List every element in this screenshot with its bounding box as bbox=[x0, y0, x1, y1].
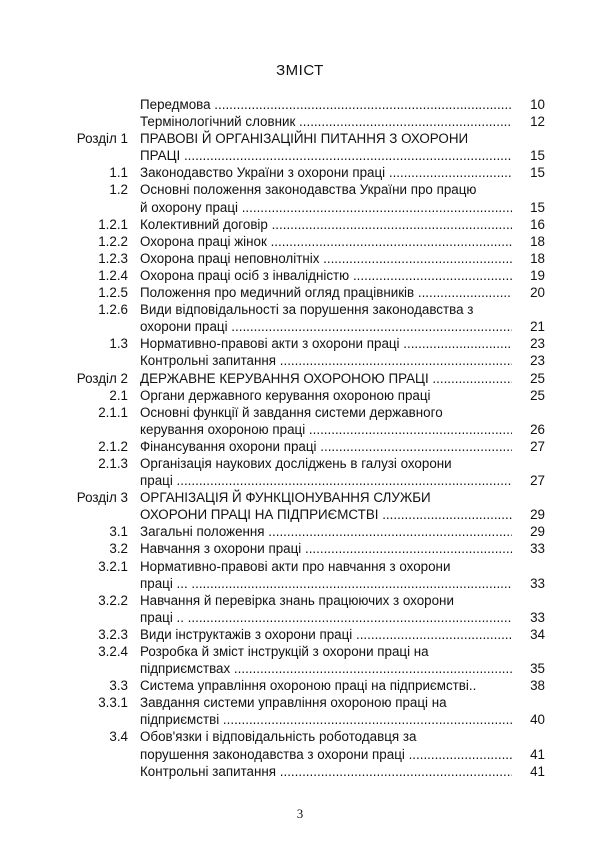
toc-entry-title: Охорона праці жінок ..... bbox=[140, 233, 512, 250]
toc-entry bbox=[0, 558, 600, 575]
toc-entry-number: 3.2.1 bbox=[98, 558, 128, 574]
toc-entry bbox=[0, 746, 600, 763]
toc-entry-title: Законодавство України з охорони праці ..... bbox=[140, 164, 512, 181]
toc-entry bbox=[0, 164, 600, 181]
toc-entry-page: 23 bbox=[530, 353, 545, 369]
toc-entry-title: Передмова ..... bbox=[140, 96, 512, 113]
toc-entry-title: ПРАЦІ ..... bbox=[140, 147, 512, 164]
toc-entry-number: 1.3 bbox=[109, 336, 128, 352]
toc-entry-title: Контрольні запитання ..... bbox=[140, 763, 512, 780]
toc-entry bbox=[0, 438, 600, 455]
toc-entry-title: підприємстві ..... bbox=[140, 711, 512, 728]
toc-entry-title: Види інструктажів з охорони праці ..... bbox=[140, 626, 512, 643]
toc-entry-number: 1.2 bbox=[109, 182, 128, 198]
toc-entry-page: 10 bbox=[530, 97, 545, 112]
toc-entry bbox=[0, 216, 600, 233]
toc-entry-title: Охорона праці осіб з інвалідністю ..... bbox=[140, 267, 512, 284]
toc-entry-number: 2.1.1 bbox=[98, 404, 128, 420]
toc-entry-number: Розділ 3 bbox=[76, 490, 128, 506]
toc-entry-title: Фінансування охорони праці ..... bbox=[140, 438, 512, 455]
toc-entry-page: 25 bbox=[530, 370, 545, 386]
toc-entry-number: 1.2.2 bbox=[98, 233, 128, 249]
toc-entry bbox=[0, 489, 600, 506]
toc-entry-number: Розділ 1 bbox=[76, 131, 128, 147]
toc-entry-title: ДЕРЖАВНЕ КЕРУВАННЯ ОХОРОНОЮ ПРАЦІ ..... bbox=[140, 370, 512, 387]
toc-entry-title: ОХОРОНИ ПРАЦІ НА ПІДПРИЄМСТВІ ..... bbox=[140, 506, 512, 523]
toc-entry bbox=[0, 677, 600, 694]
toc-entry bbox=[0, 335, 600, 352]
toc-entry bbox=[0, 370, 600, 387]
toc-entry-number: 3.2 bbox=[109, 541, 128, 557]
toc-entry bbox=[0, 404, 600, 421]
toc-entry-title: праці ... ..... bbox=[140, 575, 512, 592]
toc-entry-number: 2.1.2 bbox=[98, 438, 128, 454]
toc-entry-title: керування охороною праці ..... bbox=[140, 421, 512, 438]
toc-entry-number: 1.1 bbox=[109, 165, 128, 181]
toc-entry-page: 41 bbox=[530, 763, 545, 779]
toc-entry-title: Основні положення законодавства України про працю bbox=[140, 182, 477, 198]
toc-entry bbox=[0, 711, 600, 728]
toc-entry-page: 12 bbox=[530, 114, 545, 130]
toc-entry-page: 19 bbox=[530, 267, 545, 283]
toc-entry-title: праці ..... bbox=[140, 472, 512, 489]
toc-entry-page: 20 bbox=[530, 285, 545, 301]
toc-entry-page: 33 bbox=[530, 575, 545, 591]
toc-entry bbox=[0, 523, 600, 540]
toc-entry-title: Система управління охороною праці на підприємстві.. bbox=[140, 678, 477, 694]
toc-entry-number: 2.1.3 bbox=[98, 455, 128, 471]
toc-entry bbox=[0, 592, 600, 609]
toc-entry-title: Нормативно-правові акти з охорони праці ..... bbox=[140, 335, 512, 352]
toc-entry-title: Розробка й зміст інструкцій з охорони праці на bbox=[140, 644, 429, 659]
table-of-contents bbox=[0, 96, 600, 780]
toc-entry-title: Основні функції й завдання системи державного bbox=[140, 404, 443, 420]
footer-page-number: 3 bbox=[296, 806, 304, 821]
toc-entry bbox=[0, 250, 600, 267]
toc-entry-title: Завдання системи управління охороною праці на bbox=[140, 695, 447, 711]
page-title: ЗМІСТ bbox=[276, 62, 324, 79]
toc-entry-page: 34 bbox=[530, 626, 545, 642]
toc-entry bbox=[0, 181, 600, 198]
toc-entry-page: 23 bbox=[530, 336, 545, 352]
toc-entry-title: й охорону праці ..... bbox=[140, 199, 512, 216]
toc-entry bbox=[0, 352, 600, 369]
toc-entry bbox=[0, 199, 600, 216]
toc-entry bbox=[0, 609, 600, 626]
toc-entry bbox=[0, 643, 600, 660]
toc-entry bbox=[0, 694, 600, 711]
toc-entry bbox=[0, 233, 600, 250]
toc-entry-title: Нормативно-правові акти про навчання з охорони bbox=[140, 558, 451, 574]
toc-entry bbox=[0, 113, 600, 130]
toc-entry-number: 1.2.4 bbox=[98, 267, 128, 283]
toc-entry-number: 3.2.3 bbox=[98, 626, 128, 642]
toc-entry-number: 3.1 bbox=[109, 524, 128, 540]
toc-entry-page: 33 bbox=[530, 609, 545, 625]
toc-entry-number: 3.2.2 bbox=[98, 592, 128, 608]
toc-entry-page: 16 bbox=[530, 216, 545, 232]
toc-entry-page: 41 bbox=[530, 746, 545, 762]
toc-entry-number: 2.1 bbox=[109, 387, 128, 403]
toc-entry bbox=[0, 267, 600, 284]
toc-entry-title: ОРГАНІЗАЦІЯ Й ФУНКЦІОНУВАННЯ СЛУЖБИ bbox=[140, 490, 431, 506]
toc-entry-number: 3.3.1 bbox=[98, 695, 128, 711]
toc-entry-page: 18 bbox=[530, 233, 545, 249]
toc-entry-page: 26 bbox=[530, 421, 545, 437]
toc-entry-title: охорони праці ..... bbox=[140, 318, 512, 335]
toc-entry bbox=[0, 147, 600, 164]
toc-entry-number: 1.2.3 bbox=[98, 250, 128, 266]
toc-entry bbox=[0, 728, 600, 745]
toc-entry bbox=[0, 506, 600, 523]
toc-entry-title: Колективний договір ..... bbox=[140, 216, 512, 233]
toc-entry-title: Навчання й перевірка знань працюючих з охорони bbox=[140, 592, 454, 608]
toc-entry bbox=[0, 421, 600, 438]
toc-entry-page: 27 bbox=[530, 473, 545, 489]
toc-entry bbox=[0, 284, 600, 301]
toc-entry bbox=[0, 575, 600, 592]
toc-entry-page: 27 bbox=[530, 438, 545, 454]
toc-entry-page: 29 bbox=[530, 524, 545, 540]
toc-entry-number: 1.2.5 bbox=[98, 285, 128, 301]
toc-entry-title: Навчання з охорони праці ..... bbox=[140, 540, 512, 557]
toc-entry-title: Органи державного керування охороною праці bbox=[140, 387, 431, 403]
toc-entry-page: 33 bbox=[530, 541, 545, 557]
toc-entry bbox=[0, 301, 600, 318]
toc-entry-title: праці .. ..... bbox=[140, 609, 512, 626]
toc-entry-title: Контрольні запитання ..... bbox=[140, 352, 512, 369]
toc-entry-title: Положення про медичний огляд працівників ..... bbox=[140, 284, 512, 301]
toc-entry bbox=[0, 626, 600, 643]
toc-entry bbox=[0, 130, 600, 147]
toc-entry bbox=[0, 660, 600, 677]
toc-entry-title: Охорона праці неповнолітніх ..... bbox=[140, 250, 512, 267]
toc-entry-number: 1.2.1 bbox=[98, 216, 128, 232]
toc-entry-title: Обов'язки і відповідальність роботодавця за bbox=[140, 729, 417, 745]
toc-entry-page: 29 bbox=[530, 507, 545, 523]
toc-entry-page: 35 bbox=[530, 661, 545, 677]
toc-entry-title: підприємствах ..... bbox=[140, 660, 512, 677]
toc-entry-page: 38 bbox=[530, 678, 545, 694]
toc-entry-number: Розділ 2 bbox=[76, 370, 128, 386]
toc-entry-title: Загальні положення ..... bbox=[140, 523, 512, 540]
toc-entry bbox=[0, 318, 600, 335]
toc-entry bbox=[0, 387, 600, 404]
toc-entry-page: 15 bbox=[530, 165, 545, 181]
toc-entry-page: 40 bbox=[530, 712, 545, 728]
toc-entry bbox=[0, 455, 600, 472]
toc-entry-page: 18 bbox=[530, 250, 545, 266]
toc-entry-number: 1.2.6 bbox=[98, 302, 128, 318]
toc-entry-page: 25 bbox=[530, 387, 545, 403]
toc-entry-title: Види відповідальності за порушення законодавства з bbox=[140, 302, 474, 318]
toc-entry-page: 15 bbox=[530, 199, 545, 215]
toc-entry-number: 3.2.4 bbox=[98, 644, 128, 659]
toc-entry bbox=[0, 472, 600, 489]
toc-entry bbox=[0, 96, 600, 113]
toc-entry-page: 15 bbox=[530, 148, 545, 164]
toc-entry bbox=[0, 540, 600, 557]
toc-entry-title: порушення законодавства з охорони праці ..... bbox=[140, 746, 512, 763]
toc-entry bbox=[0, 763, 600, 780]
toc-entry-page: 21 bbox=[530, 319, 545, 335]
toc-entry-number: 3.3 bbox=[109, 678, 128, 694]
toc-entry-title: ПРАВОВІ Й ОРГАНІЗАЦІЙНІ ПИТАННЯ З ОХОРОНИ bbox=[140, 131, 469, 147]
toc-entry-title: Організація наукових досліджень в галузі охорони bbox=[140, 455, 452, 471]
toc-entry-title: Термінологічний словник ..... bbox=[140, 113, 512, 130]
toc-entry-number: 3.4 bbox=[109, 729, 128, 745]
